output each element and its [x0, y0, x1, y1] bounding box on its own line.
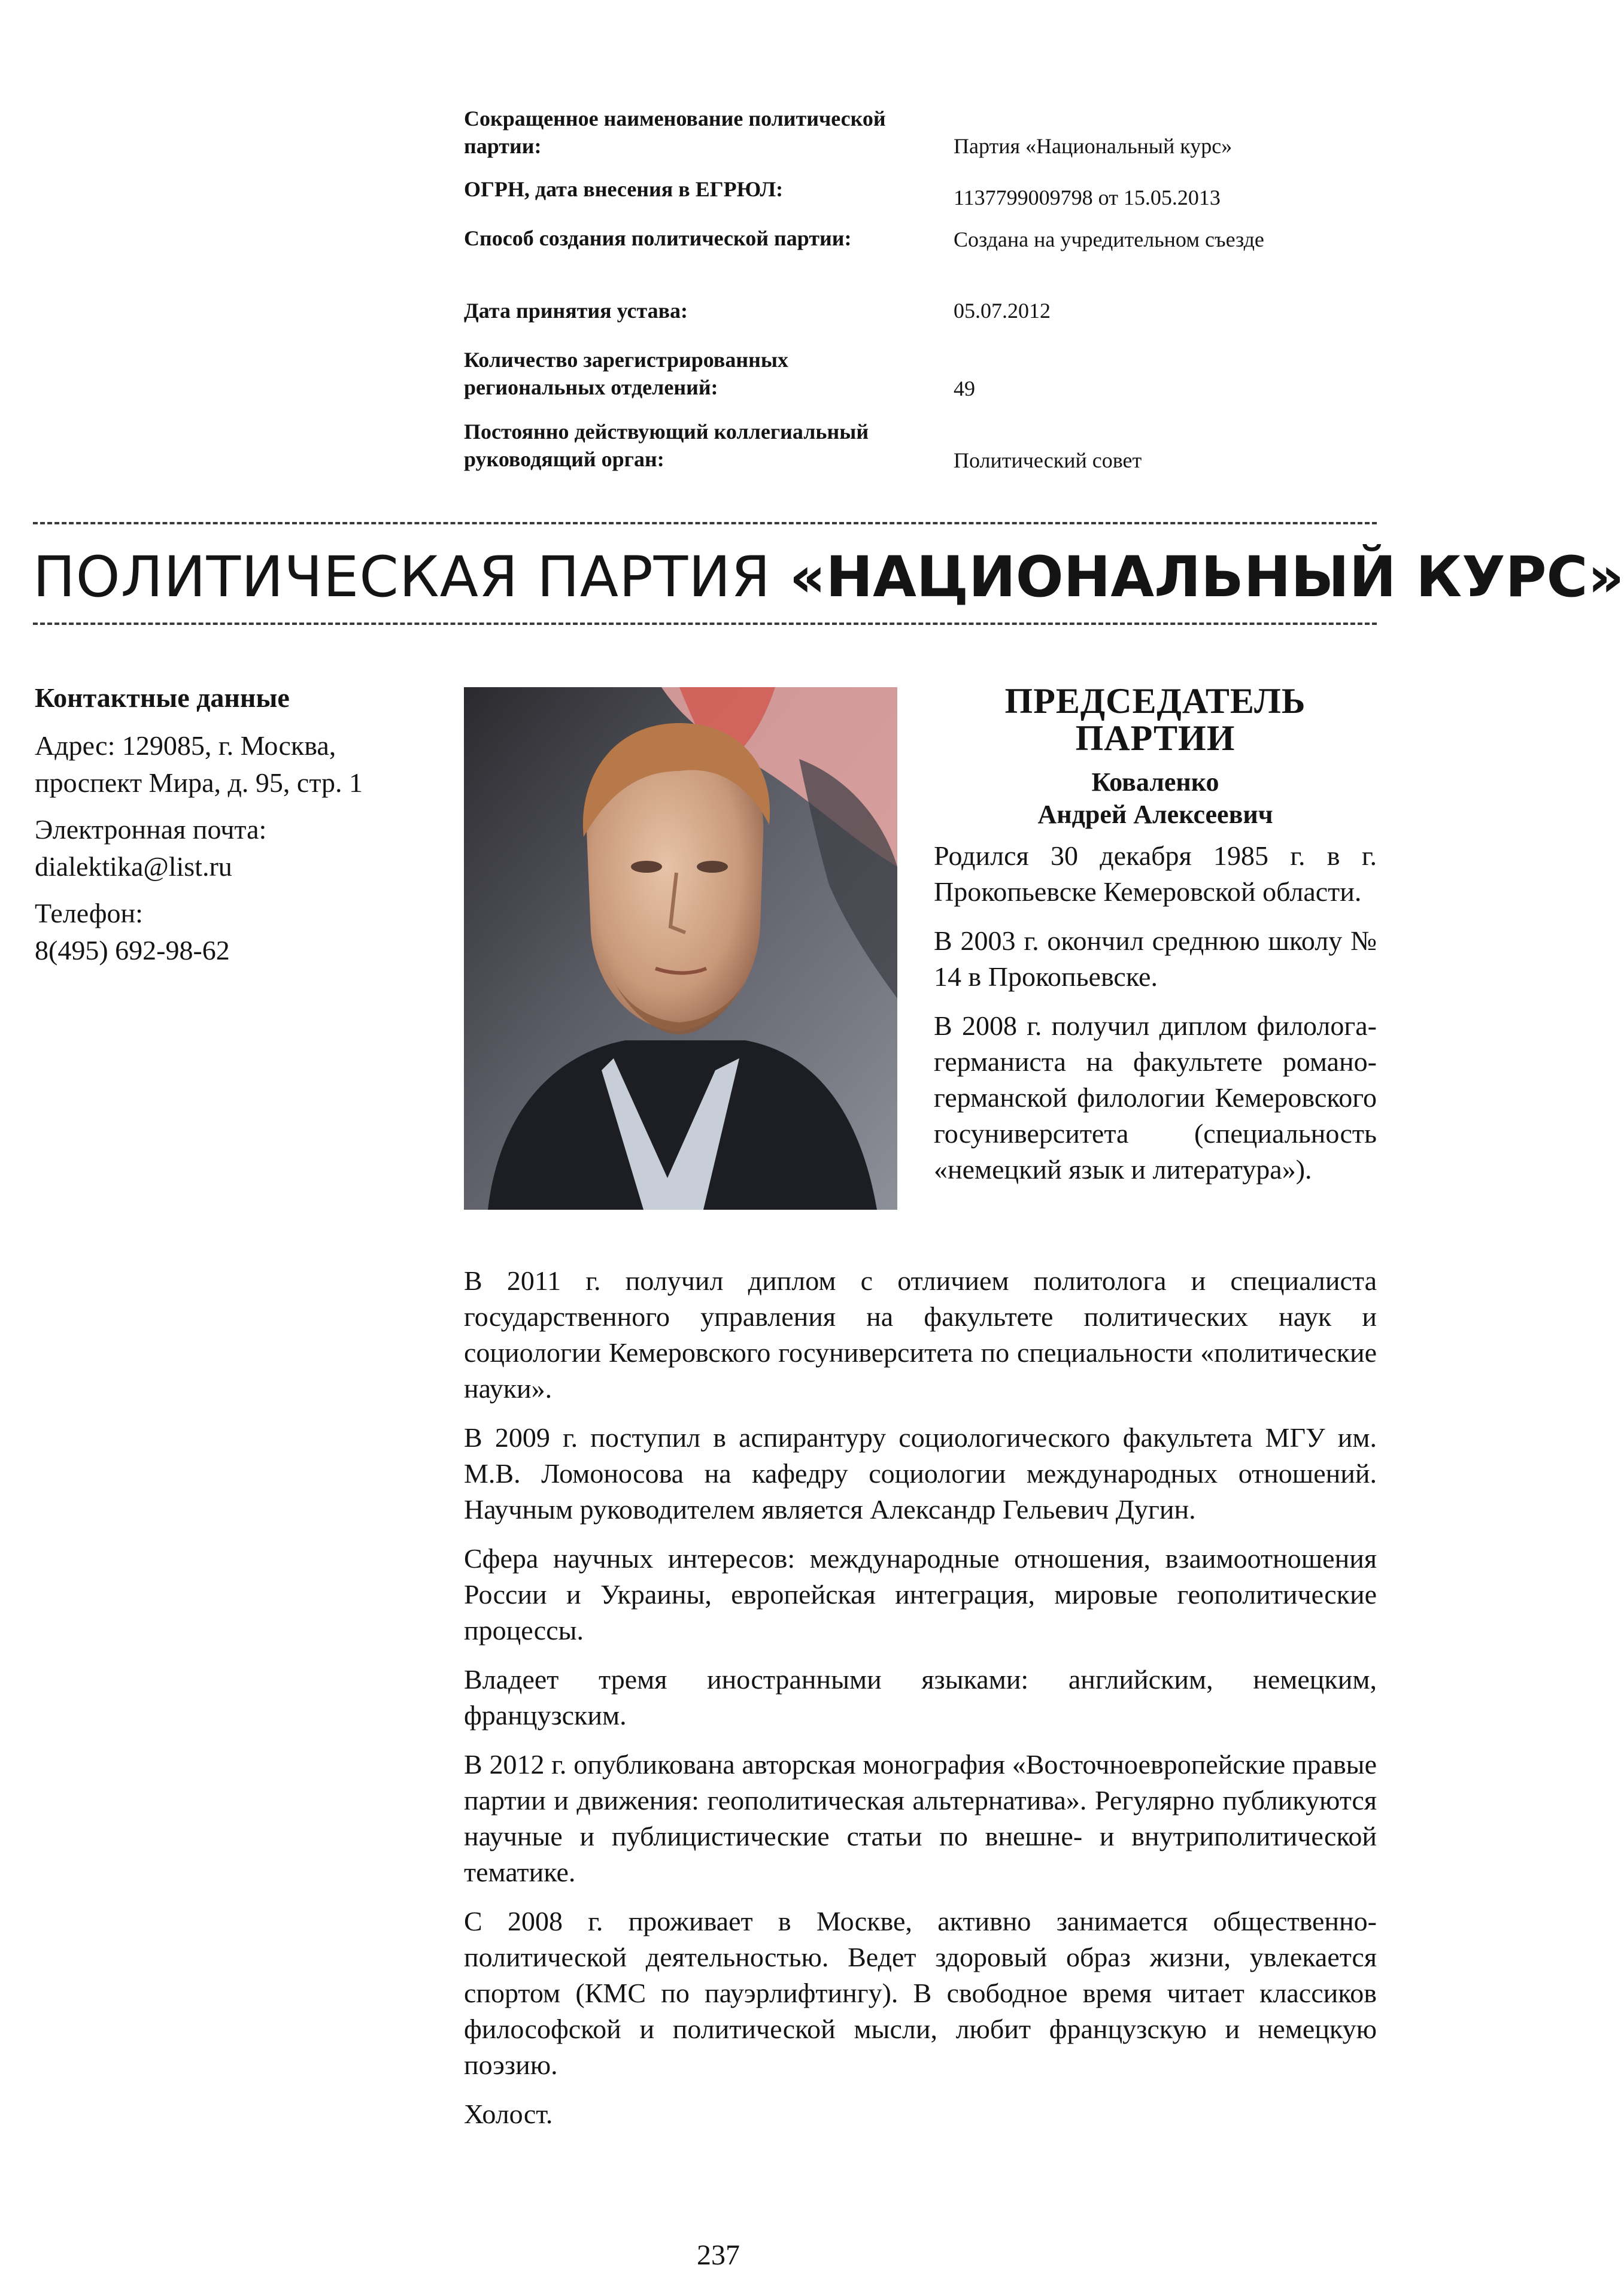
reg-value: 05.07.2012: [954, 299, 1051, 323]
address-label: Адрес:: [35, 730, 116, 761]
reg-value: Партия «Национальный курс»: [954, 134, 1233, 158]
reg-label: ОГРН, дата внесения в ЕГРЮЛ:: [464, 177, 784, 201]
chairman-portrait-photo: [464, 687, 897, 1210]
bio-paragraph: В 2003 г. окончил среднюю школу № 14 в Прокопьевске.: [934, 925, 1377, 992]
bio-paragraph: Родился 30 декабря 1985 г. в г. Прокопьевске Кемеровской области.: [934, 840, 1377, 907]
chairman-name: [934, 766, 1377, 831]
bio-paragraph: В 2009 г. поступил в аспирантуру социологического факультета МГУ им. М.В. Ломоносова на кафедру социологии международных отношений. Научным руководителем является Александр Гельевич Дугин.: [464, 1422, 1377, 1525]
reg-value: Политический совет: [954, 448, 1142, 472]
chairman-title: ПРЕДСЕДАТЕЛЬ ПАРТИИ: [1004, 681, 1306, 758]
party-title: [33, 542, 1624, 614]
email-label: Электронная почта:: [35, 814, 267, 845]
phone-value: 8(495) 692-98-62: [35, 935, 230, 966]
reg-label: Количество зарегистрированных региональных отделений:: [464, 348, 788, 399]
address-value: 129085, г. Москва, проспект Мира, д. 95, стр. 1: [35, 730, 363, 798]
reg-value: 49: [954, 377, 975, 400]
page-number: 237: [697, 2239, 740, 2271]
reg-value: 1137799009798 от 15.05.2013: [954, 186, 1221, 210]
chairman-given-names: Андрей Алексеевич: [1037, 800, 1273, 829]
contacts-phone: [35, 895, 418, 969]
bottom-dashed-divider: [33, 623, 1377, 625]
reg-value: Создана на учредительном съезде: [954, 227, 1264, 251]
bio-paragraph: Сфера научных интересов: международные отношения, взаимоотношения России и Украины, европейская интеграция, мировые геополитические процессы.: [464, 1543, 1377, 1646]
contacts-address: [35, 727, 418, 802]
bio-paragraph: В 2012 г. опубликована авторская монография «Восточноевропейские правые партии и движения: геополитическая альтернатива». Регулярно публикуются научные и публицистические статьи по внешне- и внутриполитической тематике.: [464, 1749, 1377, 1887]
party-title-prefix: ПОЛИТИЧЕСКАЯ ПАРТИЯ: [33, 545, 771, 610]
contacts-heading: Контактные данные: [35, 682, 290, 713]
party-title-name: «НАЦИОНАЛЬНЫЙ КУРС»: [789, 545, 1624, 610]
bio-paragraph: В 2011 г. получил диплом с отличием политолога и специалиста государственного управления на факультете политических наук и социологии Кемеровского госуниверситета по специальности «политические науки».: [464, 1265, 1377, 1404]
top-dashed-divider: [33, 522, 1377, 524]
bio-right-column: [934, 838, 1377, 1201]
contacts-email: [35, 811, 418, 885]
email-value: dialektika@list.ru: [35, 851, 232, 882]
bio-paragraph: С 2008 г. проживает в Москве, активно занимается общественно-политической деятельностью. Ведет здоровый образ жизни, увлекается спортом (КМС по пауэрлифтингу). В свободное время читает классиков философской и политической мысли, любит французскую и немецкую поэзию.: [464, 1906, 1377, 2080]
bio-full-width: [464, 1263, 1377, 2145]
reg-label: Постоянно действующий коллегиальный руководящий орган:: [464, 420, 869, 471]
reg-label: Способ создания политической партии:: [464, 226, 852, 250]
bio-paragraph: Владеет тремя иностранными языками: английским, немецким, французским.: [464, 1664, 1377, 1731]
phone-label: Телефон:: [35, 898, 143, 928]
bio-paragraph: В 2008 г. получил диплом филолога-германиста на факультете романо-германской филологии Кемеровского госуниверситета (специальность «немецкий язык и литература»).: [934, 1010, 1377, 1185]
reg-label: Дата принятия устава:: [464, 299, 688, 323]
chairman-surname: Коваленко: [1091, 767, 1219, 797]
contacts-block: [35, 679, 418, 979]
reg-label: Сокращенное наименование политической партии:: [464, 107, 886, 158]
bio-paragraph: Холост.: [464, 2099, 553, 2129]
